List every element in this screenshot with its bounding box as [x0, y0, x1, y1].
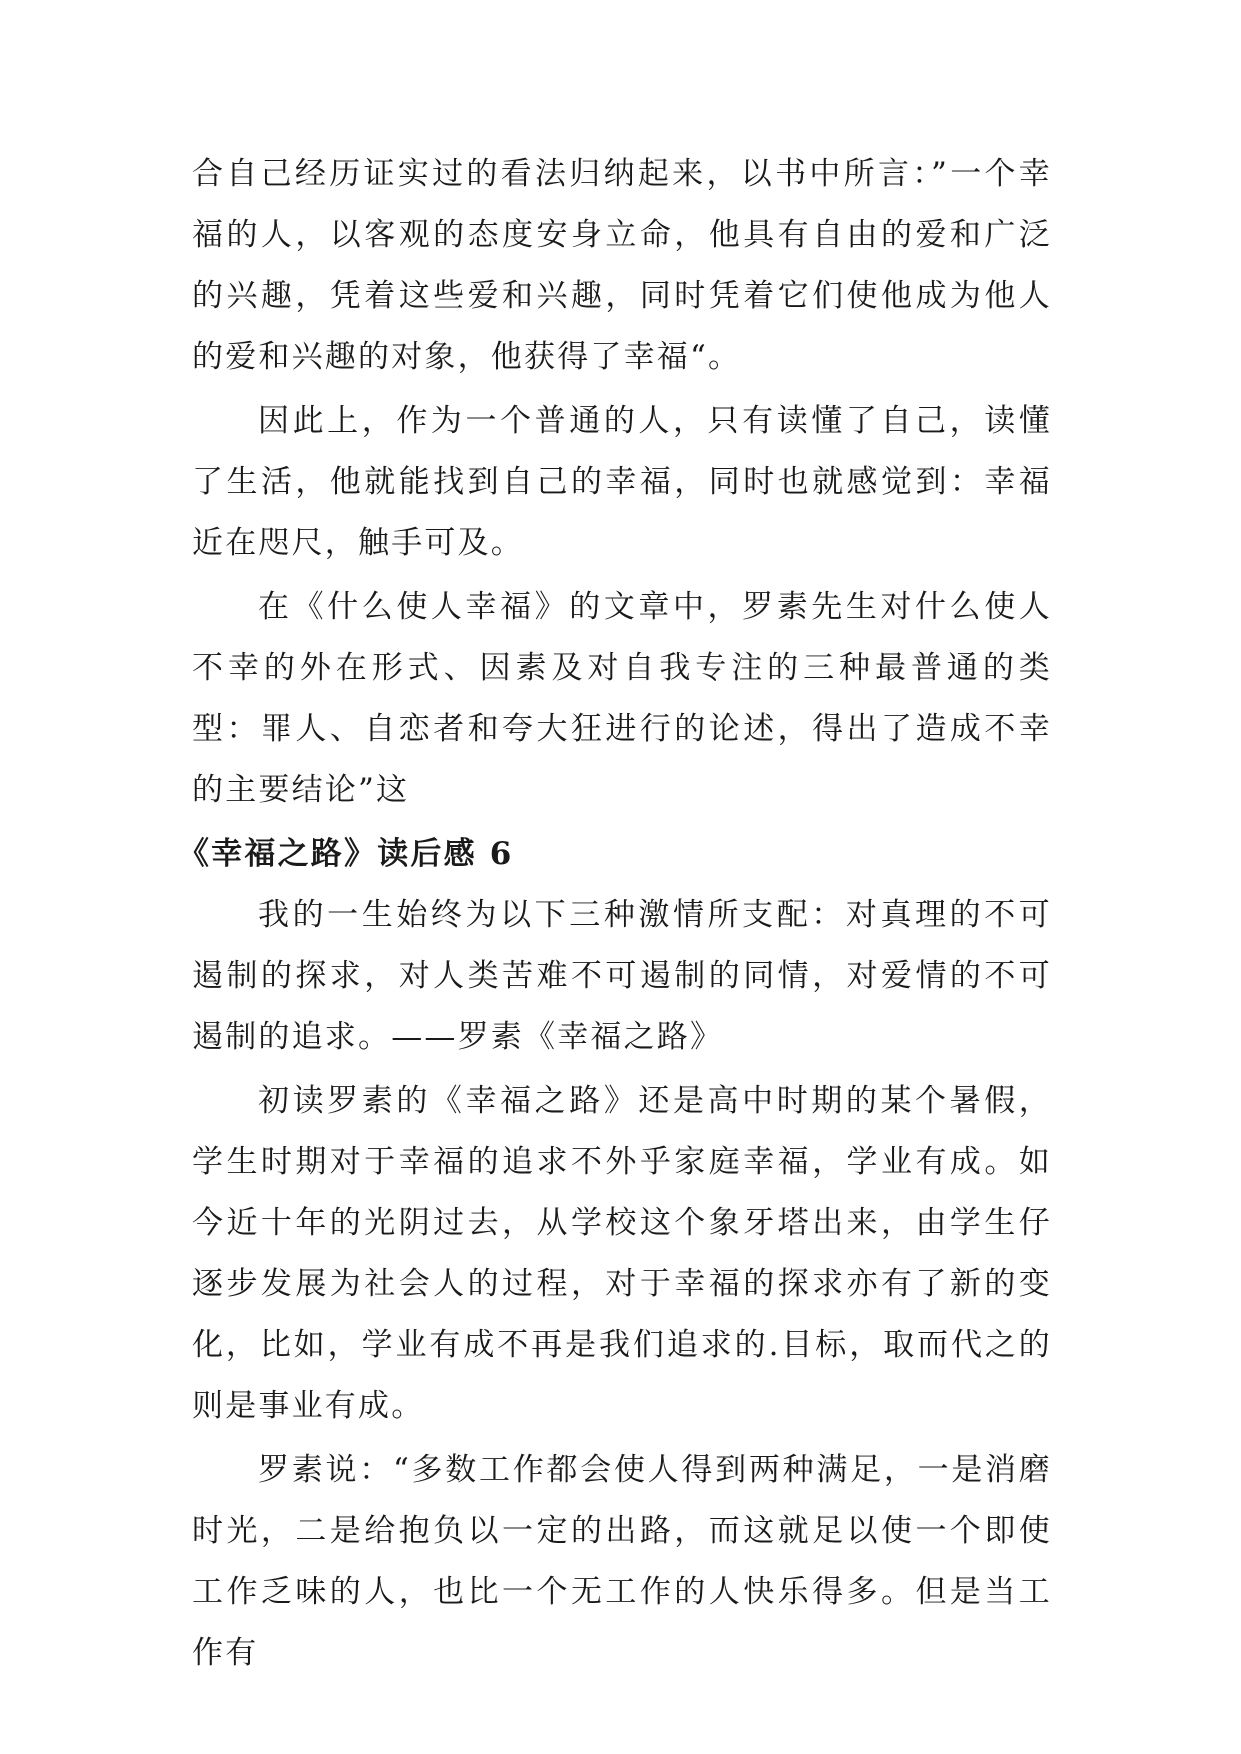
paragraph-4: 我的一生始终为以下三种激情所支配：对真理的不可遏制的探求，对人类苦难不可遏制的同情，对爱情的不可遏制的追求。——罗素《幸福之路》: [192, 897, 1052, 1055]
paragraph-6: 罗素说：“多数工作都会使人得到两种满足，一是消磨时光，二是给抱负以一定的出路，而这就足以使一个即使工作乏味的人，也比一个无工作的人快乐得多。但是当工作有: [192, 1452, 1052, 1671]
section-heading: 《幸福之路》读后感 6: [178, 836, 514, 872]
paragraph-5: 初读罗素的《幸福之路》还是高中时期的某个暑假，学生时期对于幸福的追求不外乎家庭幸福，学业有成。如今近十年的光阴过去，从学校这个象牙塔出来，由学生仔逐步发展为社会人的过程，对于幸福的探求亦有了新的变化，比如，学业有成不再是我们追求的.目标，取而代之的则是事业有成。: [192, 1083, 1052, 1424]
paragraph-2: 因此上，作为一个普通的人，只有读懂了自己，读懂了生活，他就能找到自己的幸福，同时也就感觉到：幸福近在咫尺，触手可及。: [192, 403, 1052, 561]
paragraph-1: 合自己经历证实过的看法归纳起来，以书中所言：”一个幸福的人，以客观的态度安身立命，他具有自由的爱和广泛的兴趣，凭着这些爱和兴趣，同时凭着它们使他成为他人的爱和兴趣的对象，他获得了幸福“。: [192, 156, 1052, 375]
paragraph-3: 在《什么使人幸福》的文章中，罗素先生对什么使人不幸的外在形式、因素及对自我专注的三种最普通的类型：罪人、自恋者和夸大狂进行的论述，得出了造成不幸的主要结论”这: [192, 589, 1052, 808]
document-body: [178, 144, 1052, 1687]
